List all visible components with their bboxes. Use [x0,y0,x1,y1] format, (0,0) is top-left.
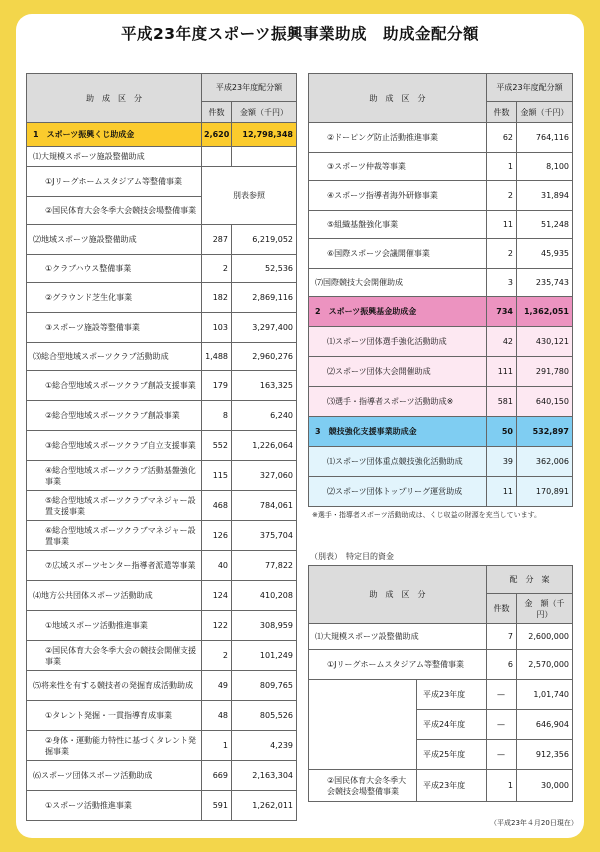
table-row [309,650,573,680]
row-amount: 101,249 [232,641,297,671]
row-count: 581 [487,387,517,417]
row-amount: 52,536 [232,255,297,283]
row-amount: 805,526 [232,701,297,731]
table-row [27,371,297,401]
row-count: 1 [487,153,517,181]
row-amount: 375,704 [232,521,297,551]
row-count: 7 [487,624,517,650]
row-amount: 6,240 [232,401,297,431]
row-count: — [487,680,517,710]
row-count [202,147,232,167]
row-count: 2 [202,641,232,671]
table-row [27,255,297,283]
header-category: 助 成 区 分 [27,74,202,123]
table-row [309,123,573,153]
row-amount: 235,743 [517,269,573,297]
table-row [309,387,573,417]
row-amount [232,147,297,167]
row-label: ⑵スポーツ団体トップリーグ運営助成 [309,477,487,507]
row-year: 平成23年度 [417,680,487,710]
row-amount: 77,822 [232,551,297,581]
row-year: 平成23年度 [417,770,487,802]
header-allocation-right: 平成23年度配分額 [487,74,573,102]
row-amount: 2,163,304 [232,761,297,791]
row-label-blank [309,680,417,770]
header-count: 件数 [202,102,232,123]
row-count: 2,620 [202,123,232,147]
table-row [27,167,297,197]
header-amount: 金額（千円） [232,102,297,123]
appendix-header-amount: 金 額（千円） [517,594,573,624]
row-label: ①地域スポーツ活動推進事業 [27,611,202,641]
row-count: 287 [202,225,232,255]
table-row [27,225,297,255]
row-count: 111 [487,357,517,387]
row-label: 2 スポーツ振興基金助成金 [309,297,487,327]
right-allocation-table [308,73,573,507]
row-count: 468 [202,491,232,521]
table-row [27,761,297,791]
row-label: ⑺国際競技大会開催助成 [309,269,487,297]
row-label: ④スポーツ指導者海外研修事業 [309,181,487,211]
row-amount: 163,325 [232,371,297,401]
row-amount: 291,780 [517,357,573,387]
table-row [27,313,297,343]
row-amount: 1,01,740 [517,680,573,710]
row-amount: 1,362,051 [517,297,573,327]
table-row [27,491,297,521]
row-label: ⑥総合型地域スポーツクラブマネジャー設置事業 [27,521,202,551]
table-row [309,181,573,211]
row-label: ②国民体育大会冬季大会競技会場整備事業 [309,770,417,802]
table-row [27,581,297,611]
header-category-right: 助 成 区 分 [309,74,487,123]
row-label: ②ドーピング防止活動推進事業 [309,123,487,153]
table-row [309,357,573,387]
row-year: 平成24年度 [417,710,487,740]
row-label: ⑥国際スポーツ会議開催事業 [309,239,487,269]
row-amount: 2,869,116 [232,283,297,313]
row-amount: 784,061 [232,491,297,521]
row-count: 2 [202,255,232,283]
row-amount: 4,239 [232,731,297,761]
table-row [27,343,297,371]
row-amount: 30,000 [517,770,573,802]
row-count: 1,488 [202,343,232,371]
row-amount: 1,226,064 [232,431,297,461]
row-label: ④総合型地域スポーツクラブ活動基盤強化事業 [27,461,202,491]
row-year: 平成25年度 [417,740,487,770]
row-label: ①クラブハウス整備事業 [27,255,202,283]
row-count: — [487,710,517,740]
row-label: ⑷地方公共団体スポーツ活動助成 [27,581,202,611]
header-count-right: 件数 [487,102,517,123]
row-count: 124 [202,581,232,611]
row-amount: 912,356 [517,740,573,770]
row-label: ⑤総合型地域スポーツクラブマネジャー設置支援事業 [27,491,202,521]
row-label: ⑸将来性を有する競技者の発掘育成活動助成 [27,671,202,701]
row-count: 591 [202,791,232,821]
appendix-header-plan: 配 分 案 [487,566,573,594]
row-amount: 6,219,052 [232,225,297,255]
row-label: ⑹スポーツ団体スポーツ活動助成 [27,761,202,791]
table-row [27,461,297,491]
appendix-header-category: 助 成 区 分 [309,566,487,624]
appendix-header-count: 件数 [487,594,517,624]
row-amount: 430,121 [517,327,573,357]
table-row [27,611,297,641]
table-row [27,551,297,581]
table-row [309,153,573,181]
row-count: 11 [487,477,517,507]
row-label: ⑴スポーツ団体選手強化活動助成 [309,327,487,357]
row-label: ⑵スポーツ団体大会開催助成 [309,357,487,387]
row-amount: 170,891 [517,477,573,507]
table-row [27,671,297,701]
row-label: ①スポーツ活動推進事業 [27,791,202,821]
table-row [309,239,573,269]
table-row [309,770,573,802]
header-allocation: 平成23年度配分額 [202,74,297,102]
table-row [27,521,297,551]
row-count: 3 [487,269,517,297]
row-label: ②総合型地域スポーツクラブ創設事業 [27,401,202,431]
table-row [27,701,297,731]
star-note: ※選手・指導者スポーツ活動助成は、くじ収益の財源を充当しています。 [312,511,542,519]
table-row [309,624,573,650]
row-count: 62 [487,123,517,153]
row-label: ⑶総合型地域スポーツクラブ活動助成 [27,343,202,371]
row-count: 2 [487,181,517,211]
row-amount: 327,060 [232,461,297,491]
row-amount: 362,006 [517,447,573,477]
row-count: 50 [487,417,517,447]
table-row [27,123,297,147]
row-label: ⑦広域スポーツセンター指導者派遣等事業 [27,551,202,581]
row-label: ①Jリーグホームスタジアム等整備事業 [309,650,487,680]
row-label: ②身体・運動能力特性に基づくタレント発掘事業 [27,731,202,761]
table-row [27,147,297,167]
row-label: ①タレント発掘・一貫指導育成事業 [27,701,202,731]
row-count: 39 [487,447,517,477]
row-label: ①総合型地域スポーツクラブ創設支援事業 [27,371,202,401]
merged-note-cell: 別表参照 [202,167,297,225]
row-label: ②グラウンド芝生化事業 [27,283,202,313]
row-amount: 51,248 [517,211,573,239]
row-label: ③スポーツ施設等整備事業 [27,313,202,343]
row-amount: 410,208 [232,581,297,611]
row-count: 48 [202,701,232,731]
row-count: 126 [202,521,232,551]
row-amount: 1,262,011 [232,791,297,821]
row-amount: 809,765 [232,671,297,701]
row-count: 6 [487,650,517,680]
row-amount: 12,798,348 [232,123,297,147]
table-row [309,269,573,297]
table-row [309,417,573,447]
row-label: ⑴スポーツ団体重点競技強化活動助成 [309,447,487,477]
row-label: ②国民体育大会冬季大会の競技会開催支援事業 [27,641,202,671]
appendix-caption: （別表） 特定目的資金 [310,552,394,561]
row-label: 1 スポーツ振興くじ助成金 [27,123,202,147]
table-row [309,477,573,507]
row-count: 103 [202,313,232,343]
row-count: 734 [487,297,517,327]
row-count: 1 [202,731,232,761]
row-count: 552 [202,431,232,461]
row-label: ③スポーツ仲裁等事業 [309,153,487,181]
row-amount: 8,100 [517,153,573,181]
row-count: 42 [487,327,517,357]
table-row [309,680,573,710]
table-row [27,283,297,313]
row-label: ⑵地域スポーツ施設整備助成 [27,225,202,255]
table-row [27,401,297,431]
row-amount: 3,297,400 [232,313,297,343]
date-note: （平成23年４月20日現在） [490,819,578,827]
row-count: 115 [202,461,232,491]
table-row [27,731,297,761]
row-count: 49 [202,671,232,701]
row-amount: 764,116 [517,123,573,153]
table-row [309,447,573,477]
row-count: 2 [487,239,517,269]
table-row [27,431,297,461]
table-row [27,641,297,671]
row-amount: 640,150 [517,387,573,417]
row-count: 669 [202,761,232,791]
row-label: ⑤組織基盤強化事業 [309,211,487,239]
row-count: 179 [202,371,232,401]
row-amount: 308,959 [232,611,297,641]
row-amount: 2,570,000 [517,650,573,680]
row-label: ⑴大規模スポーツ施設整備助成 [27,147,202,167]
row-count: 1 [487,770,517,802]
header-amount-right: 金額（千円） [517,102,573,123]
appendix-table [308,565,573,802]
row-count: 40 [202,551,232,581]
row-count: — [487,740,517,770]
row-amount: 646,904 [517,710,573,740]
table-row [309,211,573,239]
row-amount: 45,935 [517,239,573,269]
row-amount: 2,960,276 [232,343,297,371]
row-count: 8 [202,401,232,431]
row-label: ①Jリーグホームスタジアム等整備事業 [27,167,202,197]
row-amount: 2,600,000 [517,624,573,650]
row-label: ⑶選手・指導者スポーツ活動助成※ [309,387,487,417]
table-row [27,791,297,821]
row-amount: 532,897 [517,417,573,447]
row-label: ②国民体育大会冬季大会競技会場整備事業 [27,197,202,225]
row-amount: 31,894 [517,181,573,211]
left-allocation-table [26,73,297,821]
row-label: 3 競技強化支援事業助成金 [309,417,487,447]
row-label: ⑴大規模スポーツ設整備助成 [309,624,487,650]
row-count: 11 [487,211,517,239]
table-row [309,297,573,327]
row-count: 122 [202,611,232,641]
page-title: 平成23年度スポーツ振興事業助成 助成金配分額 [121,25,479,43]
row-label: ③総合型地域スポーツクラブ自立支援事業 [27,431,202,461]
table-row [309,327,573,357]
row-count: 182 [202,283,232,313]
